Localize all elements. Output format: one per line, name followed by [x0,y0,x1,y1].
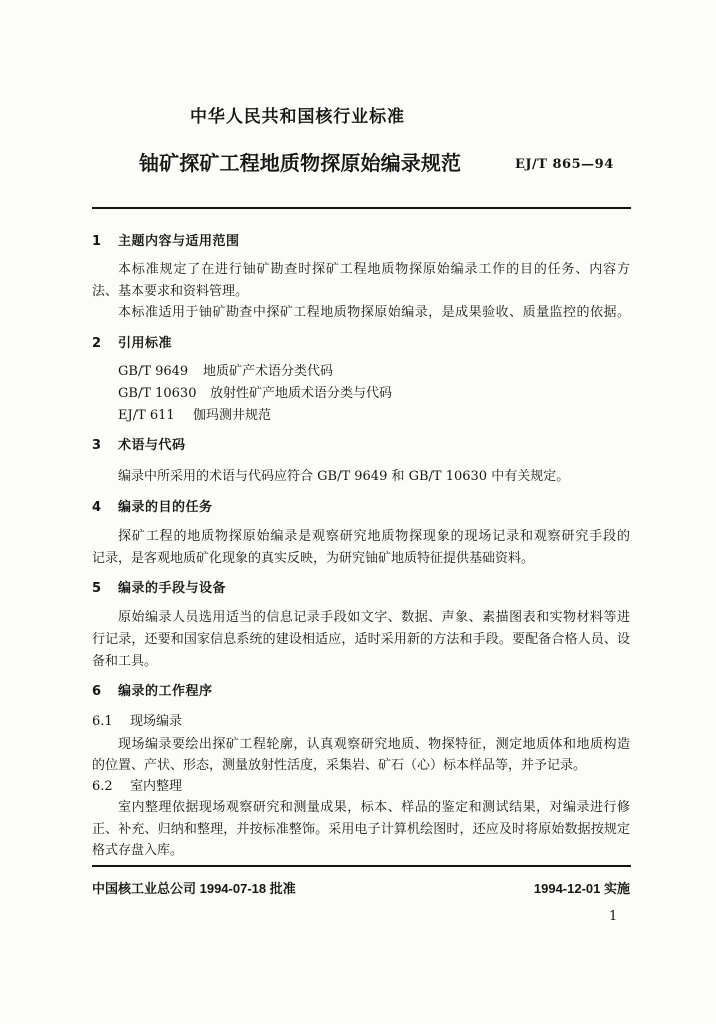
paragraph-line: 备和工具。 [92,654,158,669]
section-number: 6 [92,684,102,699]
paragraph-line: 探矿工程的地质物探原始编录是观察研究地质物探现象的现场记录和观察研究手段的 [118,529,630,544]
reference-title: 伽玛测井规范 [193,408,272,423]
paragraph-line: 的位置、产状、形态，测量放射性活度，采集岩、矿石（心）标本样品等，并予记录。 [92,758,587,773]
paragraph-line: 格式存盘入库。 [92,843,184,858]
subsection-heading: 室内整理 [130,779,183,794]
section-number: 4 [92,500,102,515]
top-rule [92,207,631,209]
document-title: 铀矿探矿工程地质物探原始编录规范 [139,151,461,175]
standard-code: EJ/T 865—94 [515,157,614,172]
reference-title: 放射性矿产地质术语分类与代码 [210,386,393,401]
effective-date: 1994-12-01 实施 [533,881,630,896]
paragraph-line: 本标准适用于铀矿勘查中探矿工程地质物探原始编录，是成果验收、质量监控的依据。 [118,305,630,320]
paragraph-line: 行记录，还要和国家信息系统的建设相适应，适时采用新的方法和手段。要配备合格人员、设 [92,632,630,647]
section-number: 2 [92,336,102,351]
section-heading: 主题内容与适用范围 [118,234,240,249]
paragraph-line: 记录，是客观地质矿化现象的真实反映，为研究铀矿地质特征提供基础资料。 [92,551,535,566]
section-heading: 编录的工作程序 [118,684,213,699]
reference-title: 地质矿产术语分类代码 [203,364,334,379]
section-heading: 引用标准 [118,336,173,351]
paragraph-line: 编录中所采用的术语与代码应符合 GB/T 9649 和 GB/T 10630 中有关规定。 [118,469,570,484]
reference-code: GB/T 10630 [118,386,197,401]
approval-note: 中国核工业总公司 1994-07-18 批准 [92,881,296,896]
paragraph-line: 本标准规定了在进行铀矿勘查时探矿工程地质物探原始编录工作的目的任务、内容方 [118,262,630,277]
paragraph-line: 正、补充、归纳和整理，并按标准整饰。采用电子计算机绘图时，还应及时将原始数据按规定 [92,822,630,837]
section-heading: 术语与代码 [118,438,186,453]
subsection-heading: 现场编录 [130,714,183,729]
bottom-rule [92,865,631,867]
paragraph-line: 原始编录人员选用适当的信息记录手段如文字、数据、声象、素描图表和实物材料等进 [118,610,630,625]
paragraph-line: 现场编录要绘出探矿工程轮廓，认真观察研究地质、物探特征，测定地质体和地质构造 [118,737,630,752]
section-number: 3 [92,438,102,453]
section-number: 1 [92,234,102,249]
document-category: 中华人民共和国核行业标准 [190,107,404,127]
section-heading: 编录的目的任务 [118,500,213,515]
reference-code: EJ/T 611 [118,408,175,423]
reference-code: GB/T 9649 [118,364,189,379]
section-heading: 编录的手段与设备 [118,581,227,596]
paragraph-line: 室内整理依据现场观察研究和测量成果，标本、样品的鉴定和测试结果，对编录进行修 [118,800,630,815]
page-number: 1 [609,909,618,924]
subsection-number: 6.2 [92,779,113,794]
section-number: 5 [92,581,102,596]
paragraph-line: 法、基本要求和资料管理。 [92,284,249,299]
subsection-number: 6.1 [92,714,113,729]
